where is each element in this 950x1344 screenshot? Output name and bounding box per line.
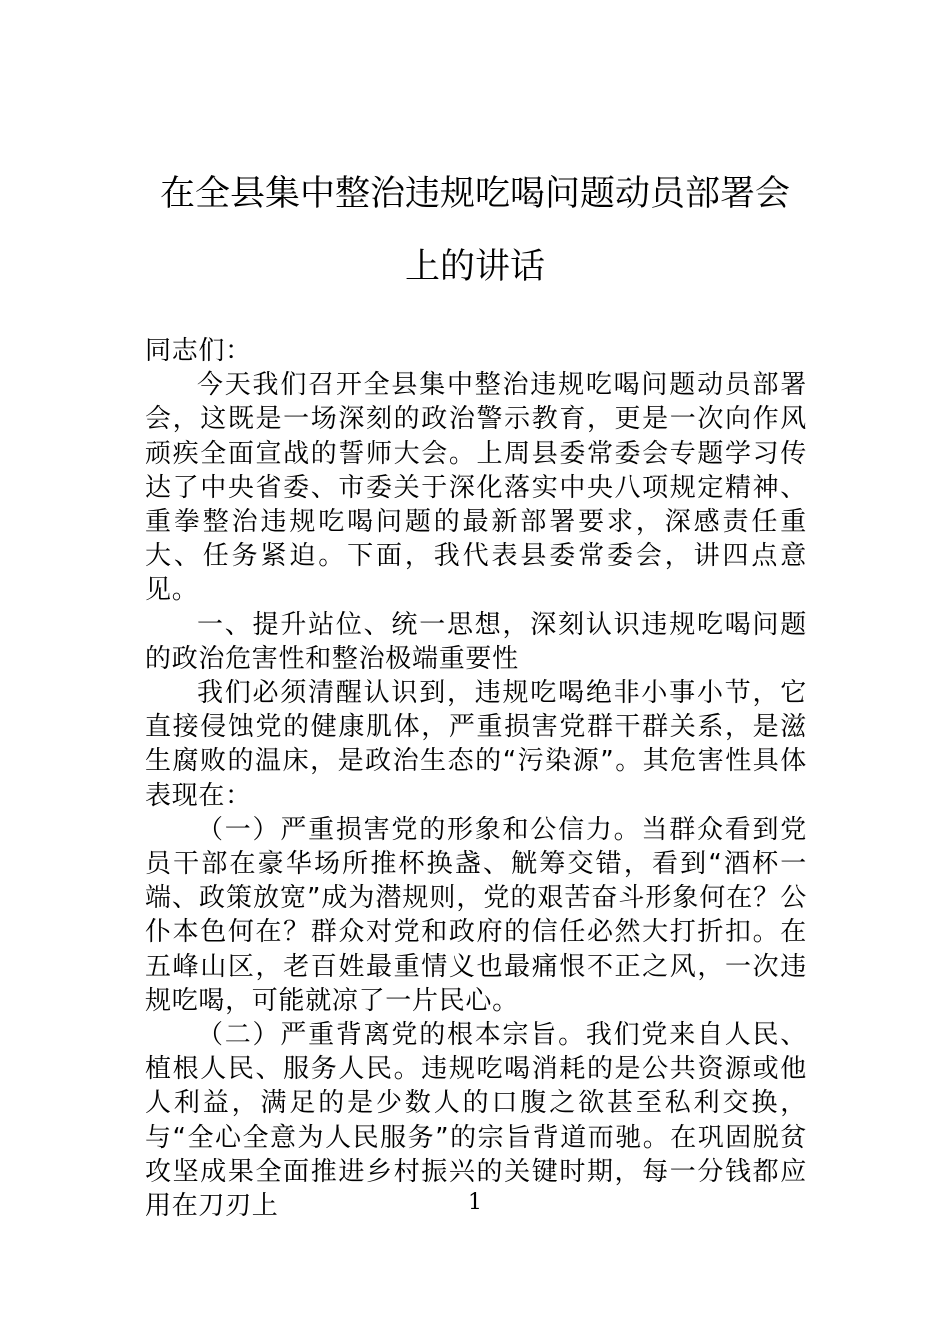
paragraph-opening: 今天我们召开全县集中整治违规吃喝问题动员部署会，这既是一场深刻的政治警示教育，更是一次向作风顽疾全面宣战的誓师大会。上周县委常委会专题学习传达了中央省委、市委关于深化落实中央八项规定精神、重拳整治违规吃喝问题的最新部署要求，深感责任重大、任务紧迫。下面，我代表县委常委会，讲四点意见。: [145, 370, 807, 606]
paragraph-point-1: （一）严重损害党的形象和公信力。当群众看到党员干部在豪华场所推杯换盏、觥筹交错，看到“酒杯一端、政策放宽”成为潜规则，党的艰苦奋斗形象何在？公仆本色何在？群众对党和政府的信任必然大打折扣。在五峰山区，老百姓最重情义也最痛恨不正之风，一次违规吃喝，可能就凉了一片民心。: [145, 814, 807, 1016]
document-title-line-2: 上的讲话: [404, 247, 545, 287]
document-title-line-1: 在全县集中整治违规吃喝问题动员部署会: [159, 174, 790, 214]
salutation: 同志们：: [145, 336, 252, 366]
section-heading-1: 一、提升站位、统一思想，深刻认识违规吃喝问题的政治危害性和整治极端重要性: [145, 609, 807, 674]
paragraph-harm-intro: 我们必须清醒认识到，违规吃喝绝非小事小节，它直接侵蚀党的健康肌体，严重损害党群干群关系，是滋生腐败的温床，是政治生态的“污染源”。其危害性具体表现在：: [145, 678, 807, 811]
document-body: [145, 334, 807, 1223]
paragraph-point-2: （二）严重背离党的根本宗旨。我们党来自人民、植根人民、服务人民。违规吃喝消耗的是公共资源或他人利益，满足的是少数人的口腹之欲甚至私利交换，与“全心全意为人民服务”的宗旨背道而驰。在巩固脱贫攻坚成果全面推进乡村振兴的关键时期，每一分钱都应用在刀刃上: [145, 1020, 807, 1222]
page-number: 1: [468, 1190, 482, 1215]
